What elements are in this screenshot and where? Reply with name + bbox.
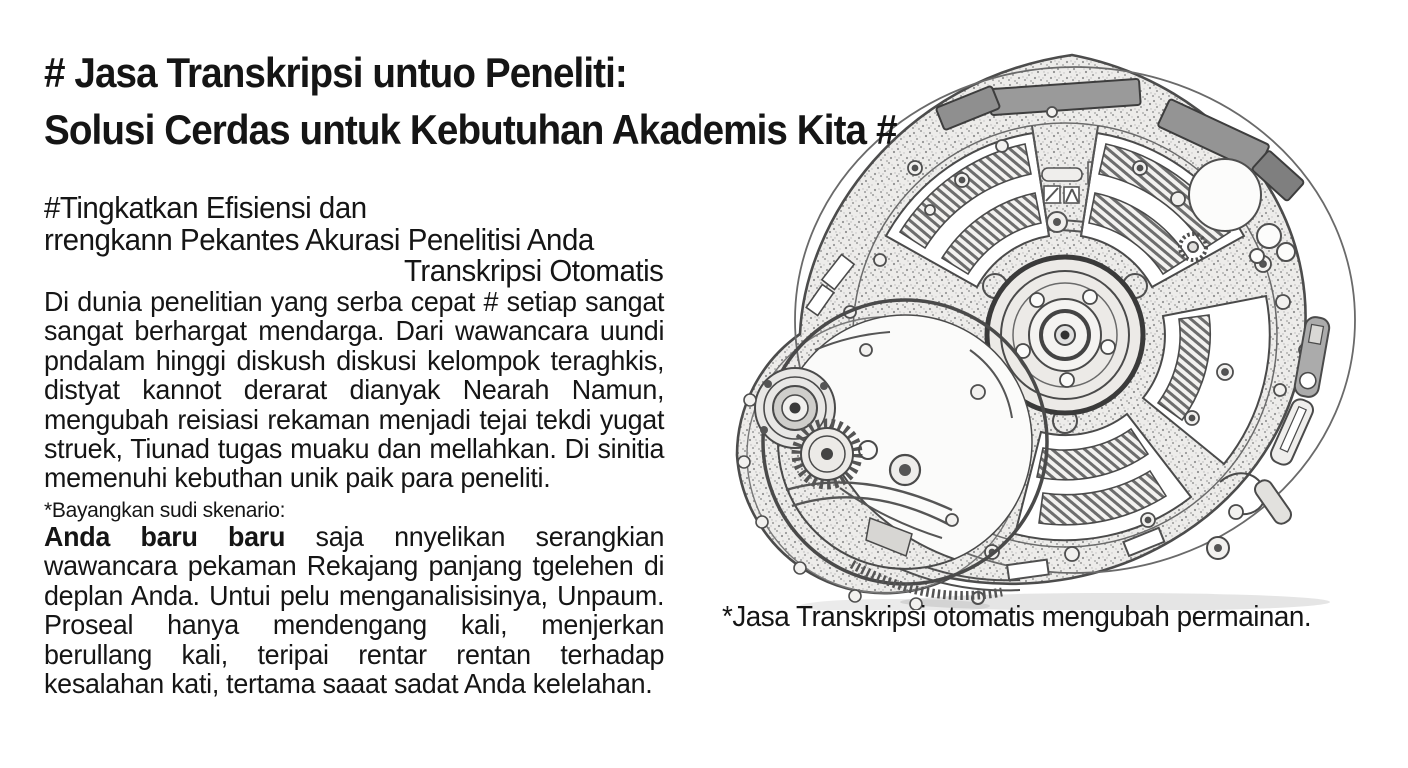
subheading-line2: rrengkann Pekantes Akurasi Penelitisi Anda	[44, 221, 594, 257]
intro-paragraph: Di dunia penelitian yang serba cepat # setiap sangat sangat berhargat mendarga. Dari wawancara uundi pndalam hinggi diskush diskusi kelompok teraghkis, distyat kannot derarat dianyak Nearah Namun, mengubah reisiasi rekaman menjadi tejai tekdi yugat struek, Tiunad tugas muaku dan mellahkan. Di sinitia memenuhi kebuthan unik paik para peneliti.	[44, 286, 665, 494]
page-title	[44, 44, 964, 158]
subheading-line3: Transkripsi Otomatis	[403, 253, 664, 288]
illustration-caption: *Jasa Transkripsi otomatis mengubah permainan.	[722, 601, 1312, 633]
subheading	[44, 192, 663, 287]
scenario-paragraph	[44, 522, 664, 698]
page-title-line2: Solusi Cerdas untuk Kebutuhan Akademis Kita #	[44, 106, 897, 153]
subheading-line1: #Tingkatkan Efisiensi dan	[44, 190, 367, 225]
page-title-line1: # Jasa Transkripsi untuo Peneliti:	[44, 49, 627, 96]
scenario-label: *Bayangkan sudi skenario:	[44, 499, 286, 522]
scenario-body: saja nnyelikan serangkian wawancara pekaman Rekajang panjang tgelehen di deplan Anda. Untui pelu menganalisisinya, Unpaum. Proseal hanya mendengang kali, menjerkan berullang kali, teripai rentar rentan terhadap kesalahan kati, tertama saaat sadat Anda kelelahan.	[44, 521, 665, 700]
scenario-lead: Anda baru baru	[44, 521, 286, 552]
